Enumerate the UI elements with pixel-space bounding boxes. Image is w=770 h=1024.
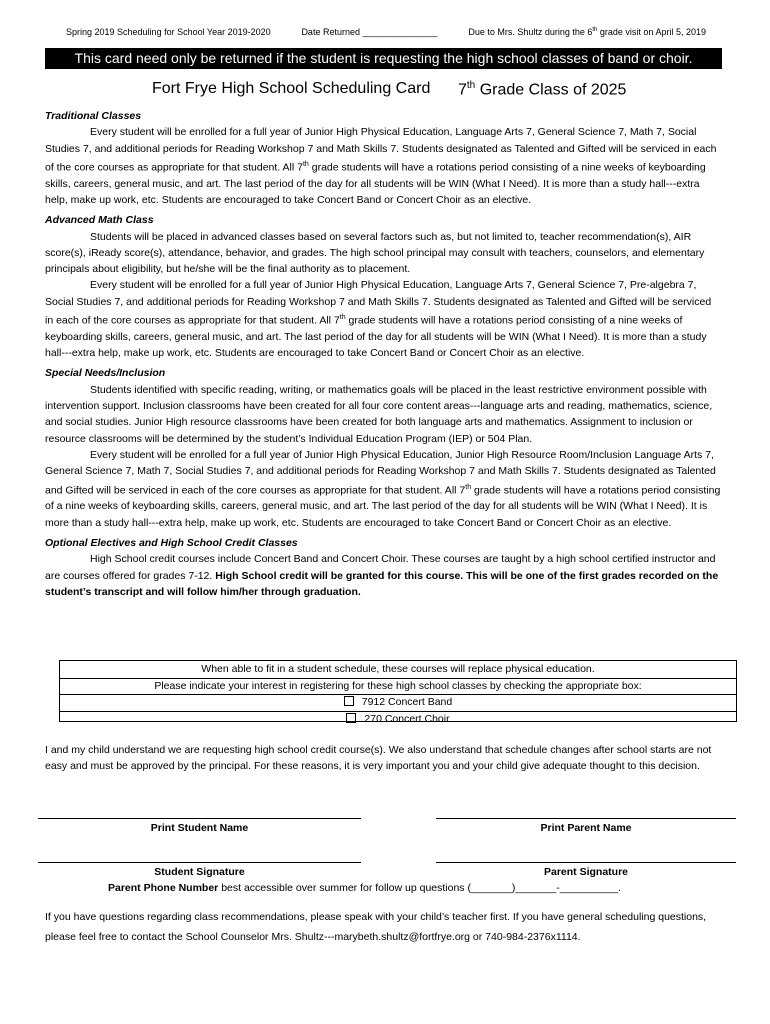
notice-banner: This card need only be returned if the student is requesting the high school classes of band or choir. — [45, 48, 722, 69]
checkbox-concert-choir[interactable] — [346, 713, 356, 723]
paragraph: Students will be placed in advanced classes based on several factors such as, but not limited to, teacher recommendation(s), AIR score(s), iReady score(s), attendance, behavior, and grades. The high school principal may consult with teachers, counselors, and elementary principals about eligibility, but he/she will be the final authority as to placement. — [45, 230, 705, 276]
section-heading-traditional: Traditional Classes — [45, 110, 142, 122]
paragraph: Every student will be enrolled for a full year of Junior High Physical Education, Language Arts 7, General Science 7, Math 7, Social Studies 7, and additional periods for Reading Workshop 7 and Math Skills 7. Students designated as Talented and Gifted will be serviced in each of the core courses as appropriate for that student. All 7th grade students will have a rotations period consisting of a nine weeks of keyboarding skills, careers, general music, and art. The last period of the day for all students will be WIN (What I Need). It is more than a study hall---extra help, make up work, etc. Students are encouraged to take Concert Band or Concert Choir as an elective. — [45, 126, 717, 206]
course-choice-box — [59, 660, 737, 725]
option-concert-band[interactable]: 7912 Concert Band — [60, 694, 736, 711]
schedule-year-text: Spring 2019 Scheduling for School Year 2019-2020 — [66, 27, 271, 37]
section-heading-advanced: Advanced Math Class — [45, 214, 154, 227]
section-heading-special-needs: Special Needs/Inclusion — [45, 367, 166, 380]
main-content — [45, 108, 721, 600]
agreement-text: I and my child understand we are requesting high school credit course(s). We also understand that schedule changes after school starts are not easy and must be approved by the principal. For these reasons, it is very important you and your child give adequate thought to this decision. — [45, 744, 712, 773]
due-date-text: Due to Mrs. Shultz during the 6th grade visit on April 5, 2019 — [468, 27, 706, 37]
choice-box-line1: When able to fit in a student schedule, these courses will replace physical education. — [201, 663, 595, 675]
checkbox-concert-band[interactable] — [344, 696, 354, 706]
date-returned-field: Date Returned _______________ — [301, 27, 438, 37]
parent-signature-line[interactable] — [436, 862, 736, 863]
parent-name-line[interactable] — [436, 818, 736, 819]
school-card-title: Fort Frye High School Scheduling Card — [152, 80, 431, 97]
paragraph: Every student will be enrolled for a full year of Junior High Physical Education, Junior High Resource Room/Inclusion Language Arts 7, General Science 7, Math 7, Social Studies 7, and additional periods for Reading Workshop 7 and Math Skills 7. Students designated as Talented and Gifted will be serviced in each of the core courses as appropriate for that student. All 7th grade students will have a rotations period consisting of a nine weeks of keyboarding skills, careers, general music, and art. The last period of the day for all students will be WIN (What I Need). It is more than a study hall---extra help, make up work, etc. Students are encouraged to take Concert Band or Concert Choir as an elective. — [45, 448, 721, 529]
student-signature-label: Student Signature — [154, 866, 245, 878]
header-line — [66, 27, 706, 37]
print-student-name-label: Print Student Name — [150, 822, 249, 834]
contact-footer: If you have questions regarding class recommendations, please speak with your child’s teacher first. If you have general scheduling questions, please feel free to contact the School Counselor Mrs. Shultz---marybeth.shultz@fortfrye.org or 740-984-2376x1114. — [45, 911, 707, 943]
student-signature-line[interactable] — [38, 862, 361, 863]
parent-phone-field[interactable]: Parent Phone Number best accessible over summer for follow up questions (_______)_______-__________. — [108, 882, 622, 894]
choice-box-line2: Please indicate your interest in registering for these high school classes by checking the appropriate box: — [60, 678, 736, 695]
parent-signature-label: Parent Signature — [543, 866, 629, 878]
section-heading-optional: Optional Electives and High School Credit Classes — [45, 536, 298, 549]
card-title — [152, 80, 672, 98]
student-name-line[interactable] — [38, 818, 361, 819]
paragraph: Every student will be enrolled for a full year of Junior High Physical Education, Language Arts 7, General Science 7, Pre-algebra 7, Social Studies 7, and additional periods for Reading Workshop 7 and Math Skills 7. Students designated as Talented and Gifted will be serviced in each of the core courses as appropriate for that student. All 7th grade students will have a rotations period consisting of a nine weeks of keyboarding skills, careers, general music, and art. The last period of the day for all students will be WIN (What I Need). It is more than a study hall---extra help, make up work, etc. Students are encouraged to take Concert Band or Concert Choir as an elective. — [45, 279, 712, 360]
option-concert-choir[interactable]: 270 Concert Choir — [60, 711, 736, 728]
paragraph: High School credit courses include Concert Band and Concert Choir. These courses are taught by a high school certified instructor and are courses offered for grades 7-12. High School credit will be granted for this course. This will be one of the first grades recorded on the student’s transcript and will follow him/her through graduation. — [45, 553, 719, 598]
print-parent-name-label: Print Parent Name — [540, 822, 632, 834]
class-title: 7th Grade Class of 2025 — [458, 80, 627, 99]
paragraph: Students identified with specific reading, writing, or mathematics goals will be placed in the least restrictive environment possible with intervention support. Inclusion classrooms have been created for all four core content areas---language arts and reading, mathematics, science, and social studies. Junior High resource classrooms have been created for both language arts and mathematics. Assignment to inclusion or resource classrooms will be determined by the student’s Individual Education Program (IEP) or 504 Plan. — [45, 383, 713, 445]
